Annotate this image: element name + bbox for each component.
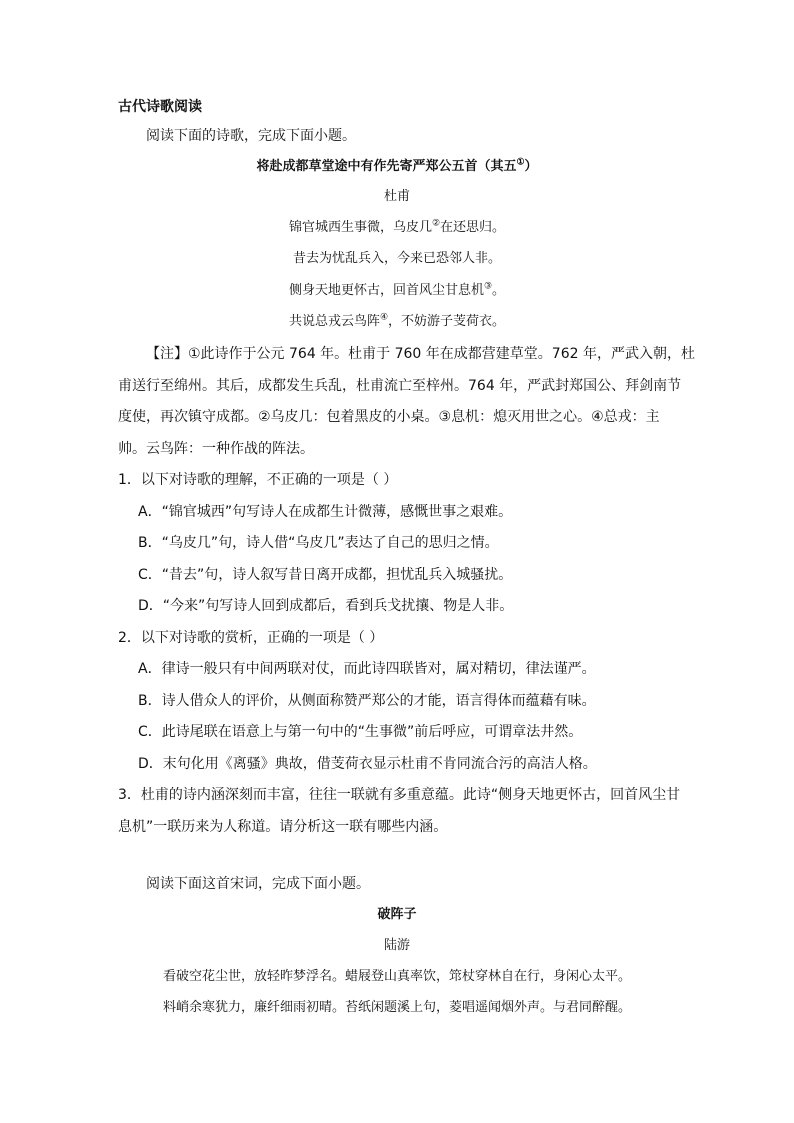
ci-author: 陆游 — [383, 938, 410, 953]
question-2-option: B．诗人借众人的评价，从侧面称赞严郑公的才能，语言得体而蕴藉有味。 — [138, 693, 596, 709]
poem-line-text: ，不妨游子芰荷衣。 — [388, 314, 506, 329]
poem-author: 杜甫 — [383, 189, 410, 204]
question-2-stem: 2．以下对诗歌的赏析，正确的一项是（ ） — [118, 630, 384, 646]
ci-line: 料峭余寒犹力，廉纤细雨初晴。苔纸闲题溪上句，菱唱遥闻烟外声。与君同醉醒。 — [162, 1000, 631, 1015]
poem-line-text: 共说总戎云鸟阵 — [288, 314, 380, 329]
question-1-option: D．“今来”句写诗人回到成都后，看到兵戈扰攘、物是人非。 — [138, 598, 514, 614]
poem-line-text: 侧身天地更怀古，回首风尘甘息机 — [288, 283, 484, 298]
question-1-option: B．“乌皮几”句，诗人借“乌皮几”表达了自己的思归之情。 — [138, 535, 499, 551]
note-line: 度使，再次镇守成都。②乌皮几：包着黑皮的小桌。③息机：熄灭用世之心。④总戎：主 — [118, 409, 660, 425]
ci-line: 看破空花尘世，放轻昨梦浮名。蜡屐登山真率饮，筇杖穿林自在行，身闲心太平。 — [162, 969, 631, 984]
poem-line — [0, 282, 794, 300]
footnote-marker-1: ① — [516, 157, 525, 168]
footnote-marker: ② — [431, 218, 441, 229]
poem-title-close: ） — [524, 159, 538, 174]
question-1-option: C．“昔去”句，诗人叙写昔日离开成都，担忧乱兵入城骚扰。 — [138, 567, 513, 583]
poem-line-text: 昔去为忧乱兵入，今来已恐邻人非。 — [292, 251, 501, 266]
poem-title-text: 将赴成都草堂途中有作先寄严郑公五首（其五 — [256, 159, 517, 174]
question-2-option: C．此诗尾联在语意上与第一句中的“生事微”前后呼应，可谓章法井然。 — [138, 724, 583, 740]
poem-line — [0, 219, 794, 237]
instruction-1: 阅读下面的诗歌，完成下面小题。 — [146, 128, 356, 144]
question-2-option: A．律诗一般只有中间两联对仗，而此诗四联皆对，属对精切，律法谨严。 — [138, 661, 596, 677]
question-3-line: 3．杜甫的诗内涵深刻而丰富，往往一联就有多重意蕴。此诗“侧身天地更怀古，回首风尘甘 — [118, 787, 681, 803]
poem-line-text: 。 — [492, 283, 506, 298]
poem-line-text: 锦官城西生事微，乌皮几 — [288, 220, 432, 235]
footnote-marker: ③ — [483, 281, 493, 292]
section-title: 古代诗歌阅读 — [118, 99, 202, 115]
question-1-option: A．“锦官城西”句写诗人在成都生计微薄，感慨世事之艰难。 — [138, 504, 513, 520]
poem-line — [0, 313, 794, 331]
poem-line-text: 在还思归。 — [440, 220, 506, 235]
note-line: 【注】①此诗作于公元 764 年。杜甫于 760 年在成都营建草堂。762 年，严武入朝，杜 — [146, 346, 695, 362]
poem-line — [0, 250, 794, 268]
ci-title: 破阵子 — [377, 907, 417, 922]
question-2-option: D．末句化用《离骚》典故，借芰荷衣显示杜甫不肯同流合污的高洁人格。 — [138, 756, 597, 772]
question-3-line: 息机”一联历来为人称道。请分析这一联有哪些内涵。 — [118, 819, 448, 835]
footnote-marker: ④ — [379, 312, 389, 323]
poem-title — [0, 158, 794, 176]
note-line: 甫送行至绵州。其后，成都发生兵乱，杜甫流亡至梓州。764 年，严武封郑国公、拜剑南节 — [118, 378, 682, 394]
instruction-2: 阅读下面这首宋词，完成下面小题。 — [146, 876, 370, 892]
question-1-stem: 1．以下对诗歌的理解，不正确的一项是（ ） — [118, 472, 398, 488]
note-line: 帅。云鸟阵：一种作战的阵法。 — [118, 441, 314, 457]
